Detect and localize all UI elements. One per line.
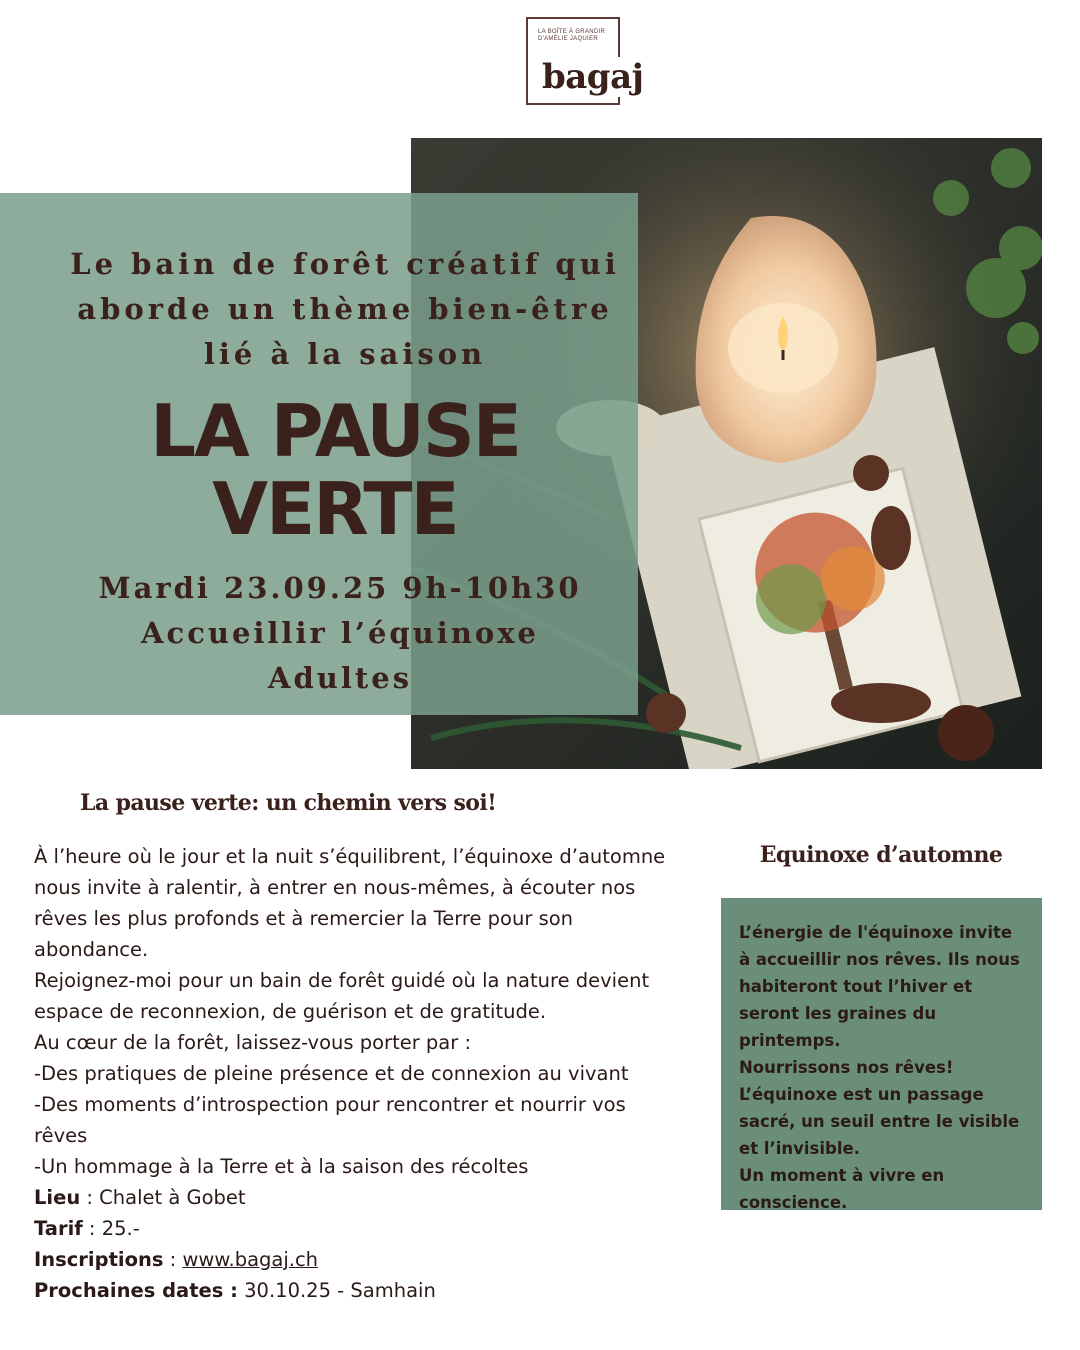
description <box>34 841 684 1306</box>
tagline-line: lié à la saison <box>203 337 487 371</box>
logo-tagline-line: LA BOÎTE À GRANDIR <box>538 29 606 35</box>
detail-dates <box>34 1275 684 1306</box>
detail-tarif <box>34 1213 684 1244</box>
event-info <box>40 566 640 701</box>
paragraph: À l’heure où le jour et la nuit s’équilibrent, l’équinoxe d’automne nous invite à ralentir, à entrer en nous-mêmes, à écouter nos rêves les plus profonds et à remercier la Terre pour son abondance. <box>34 845 666 961</box>
detail-label: Lieu <box>34 1186 81 1209</box>
list-item: -Des moments d’introspection pour rencontrer et nourrir vos rêves <box>34 1093 626 1147</box>
detail-lieu <box>34 1182 684 1213</box>
event-audience: Adultes <box>267 661 413 695</box>
section-subtitle: La pause verte: un chemin vers soi! <box>80 790 497 816</box>
paragraph: Rejoignez-moi pour un bain de forêt guidé où la nature devient espace de reconnexion, de guérison et de gratitude. <box>34 969 650 1023</box>
sidebar-text: Un moment à vivre en conscience. <box>739 1166 945 1212</box>
sidebar-text: L’équinoxe est un passage sacré, un seuil entre le visible et l’invisible. <box>739 1085 1020 1158</box>
title-line: LA PAUSE <box>150 389 520 473</box>
detail-value: 30.10.25 - Samhain <box>237 1279 436 1302</box>
detail-label: Inscriptions <box>34 1248 164 1271</box>
tagline-line: aborde un thème bien-être <box>77 292 613 326</box>
bagaj-logo <box>526 17 644 105</box>
list-item: -Des pratiques de pleine présence et de connexion au vivant <box>34 1062 629 1085</box>
event-date: Mardi 23.09.25 9h-10h30 <box>98 571 582 605</box>
event-title <box>40 389 630 551</box>
detail-inscriptions <box>34 1244 684 1275</box>
detail-label: Prochaines dates : <box>34 1279 238 1302</box>
detail-label: Tarif <box>34 1217 83 1240</box>
detail-value: : 25.- <box>82 1217 140 1240</box>
logo-wordmark: bagaj <box>542 57 644 97</box>
paragraph: Au cœur de la forêt, laissez-vous porter par : <box>34 1031 472 1054</box>
logo-tagline-line: D'AMÉLIE JAQUIER <box>538 36 598 42</box>
tagline-line: Le bain de forêt créatif qui <box>70 247 620 281</box>
sidebar-title: Equinoxe d’automne <box>759 842 1003 868</box>
sidebar-text: L’énergie de l'équinoxe invite à accueillir nos rêves. Ils nous habiteront tout l’hiver et seront les graines du printemps. <box>739 923 1020 1050</box>
list-item: -Un hommage à la Terre et à la saison des récoltes <box>34 1155 529 1178</box>
website-link[interactable]: www.bagaj.ch <box>182 1248 319 1271</box>
detail-value: : Chalet à Gobet <box>80 1186 246 1209</box>
sidebar-box <box>721 898 1042 1210</box>
detail-separator: : <box>163 1248 183 1271</box>
logo-tagline <box>538 29 616 43</box>
title-line: VERTE <box>212 467 458 551</box>
sidebar-text: Nourrissons nos rêves! <box>739 1058 954 1077</box>
hero-tagline <box>40 242 650 377</box>
event-theme: Accueillir l’équinoxe <box>141 616 539 650</box>
